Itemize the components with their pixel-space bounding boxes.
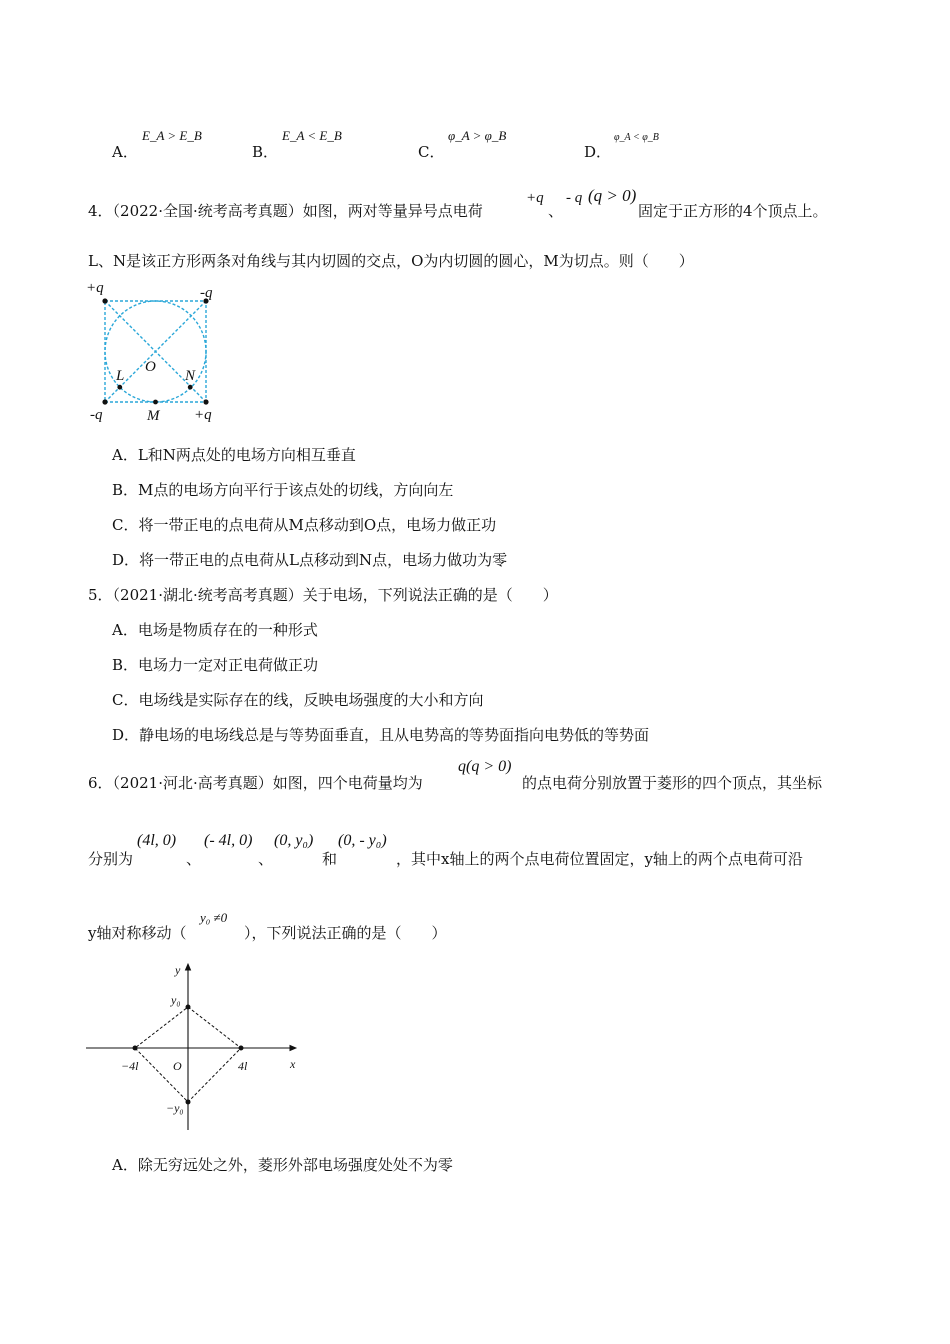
point-l	[117, 385, 122, 390]
coord-4: (0, - y₀)	[338, 832, 387, 849]
option-text: 电场线是实际存在的线，反映电场强度的大小和方向	[138, 691, 484, 709]
option-label: B．	[112, 481, 139, 499]
y-axis-label: y	[175, 963, 181, 977]
question-source: （2021·河北·高考真题）	[112, 774, 273, 792]
label-n: N	[185, 368, 196, 384]
q4-option-c	[112, 514, 496, 535]
question-text-end: 的点电荷分别放置于菱形的四个顶点，其坐标	[522, 774, 823, 792]
option-text: 静电场的电场线总是与等势面垂直，且从电势高的等势面指向电势低的等势面	[139, 726, 650, 744]
q6-line3-start: y轴对称移动（	[88, 924, 187, 942]
label-origin: O	[173, 1059, 182, 1073]
option-label: B．	[112, 656, 139, 674]
separator: 和	[322, 850, 338, 868]
q5-line1	[88, 584, 558, 605]
q5-option-c	[112, 689, 484, 710]
label-bottom-left: -q	[90, 407, 103, 423]
label-top-left: +q	[86, 280, 104, 296]
question-text: 如图，两对等量异号点电荷	[302, 202, 483, 220]
charge-dot	[102, 399, 107, 404]
coord-1: (4l, 0)	[137, 832, 177, 849]
charge-condition: (q > 0)	[588, 186, 637, 205]
question-number: 5．	[88, 586, 113, 604]
q4-option-d	[112, 549, 507, 570]
label-neg-4l: −4l	[121, 1059, 139, 1073]
label-y0: y₀	[171, 993, 181, 1007]
charge-condition: q(q > 0)	[458, 758, 512, 775]
option-label: A．	[112, 446, 138, 464]
question-number: 4．	[88, 202, 113, 220]
question-number: 6．	[88, 774, 113, 792]
q6-option-a	[112, 1154, 453, 1175]
q5-option-a	[112, 619, 318, 640]
option-label: C．	[418, 143, 445, 161]
charge-dot	[102, 298, 107, 303]
option-label: A．	[112, 621, 138, 639]
y0-condition: y₀ ≠0	[200, 910, 228, 925]
charge-dot	[203, 399, 208, 404]
option-label: D．	[584, 143, 612, 161]
question-text: 关于电场，下列说法正确的是（ ）	[302, 586, 558, 604]
q6-line2-end: ，其中x轴上的两个点电荷位置固定，y轴上的两个点电荷可沿	[396, 850, 803, 868]
option-expr: E_A > E_B	[142, 128, 202, 143]
separator: 、	[258, 850, 274, 868]
label-l: L	[116, 368, 125, 384]
q4-option-a	[112, 444, 356, 465]
option-text: 将一带正电的点电荷从L点移动到N点，电场力做功为零	[139, 551, 508, 569]
option-text: 电场是物质存在的一种形式	[137, 621, 318, 639]
question-source: （2021·湖北·统考高考真题）	[112, 586, 303, 604]
charge-neg: - q	[566, 190, 583, 206]
charge-dot	[239, 1046, 244, 1051]
point-n	[188, 385, 193, 390]
option-label: C．	[112, 691, 139, 709]
rhombus-charges-figure	[84, 958, 314, 1134]
q4-line2: L、N是该正方形两条对角线与其内切圆的交点，O为内切圆的圆心，M为切点。则（ ）	[88, 252, 694, 270]
option-text: 电场力一定对正电荷做正功	[138, 656, 319, 674]
separator: 、	[548, 202, 564, 220]
separator: 、	[186, 850, 202, 868]
label-m: M	[147, 408, 160, 424]
q4-option-b	[112, 479, 453, 500]
charge-dot	[186, 1005, 191, 1010]
label-bottom-right: +q	[194, 407, 212, 423]
option-text: M点的电场方向平行于该点处的切线，方向向左	[138, 481, 454, 499]
label-top-right: -q	[200, 285, 213, 301]
option-label: D．	[112, 726, 140, 744]
option-text: L和N两点处的电场方向相互垂直	[137, 446, 356, 464]
q5-option-d	[112, 724, 649, 745]
coord-3: (0, y₀)	[274, 832, 314, 849]
question-text: 如图，四个电荷量均为	[272, 774, 423, 792]
option-label: A．	[112, 1156, 138, 1174]
q5-option-b	[112, 654, 318, 675]
q4-line1	[88, 200, 483, 221]
label-o: O	[145, 359, 156, 375]
q6-line3-end: ），下列说法正确的是（ ）	[244, 924, 447, 942]
option-label: A．	[112, 143, 138, 161]
charge-dot	[186, 1100, 191, 1105]
label-4l: 4l	[238, 1059, 248, 1073]
square-charges-figure	[84, 278, 224, 428]
option-label: C．	[112, 516, 139, 534]
question-text-end: 固定于正方形的4个顶点上。	[638, 202, 828, 220]
option-text: 除无穷远处之外，菱形外部电场强度处处不为零	[137, 1156, 453, 1174]
point-m	[153, 400, 158, 405]
option-expr: φ_A > φ_B	[448, 128, 507, 143]
label-neg-y0: −y₀	[166, 1101, 184, 1115]
charge-pos: +q	[526, 190, 544, 206]
q6-line2-start: 分别为	[88, 850, 134, 868]
coord-2: (- 4l, 0)	[204, 832, 253, 849]
q6-line1	[88, 772, 423, 793]
option-text: 将一带正电的点电荷从M点移动到O点，电场力做正功	[138, 516, 497, 534]
option-label: B．	[252, 143, 279, 161]
x-axis-label: x	[290, 1057, 296, 1071]
question-source: （2022·全国·统考高考真题）	[112, 202, 303, 220]
option-label: D．	[112, 551, 140, 569]
option-expr: φ_A < φ_B	[614, 132, 659, 143]
charge-dot	[133, 1046, 138, 1051]
option-expr: E_A < E_B	[282, 128, 342, 143]
